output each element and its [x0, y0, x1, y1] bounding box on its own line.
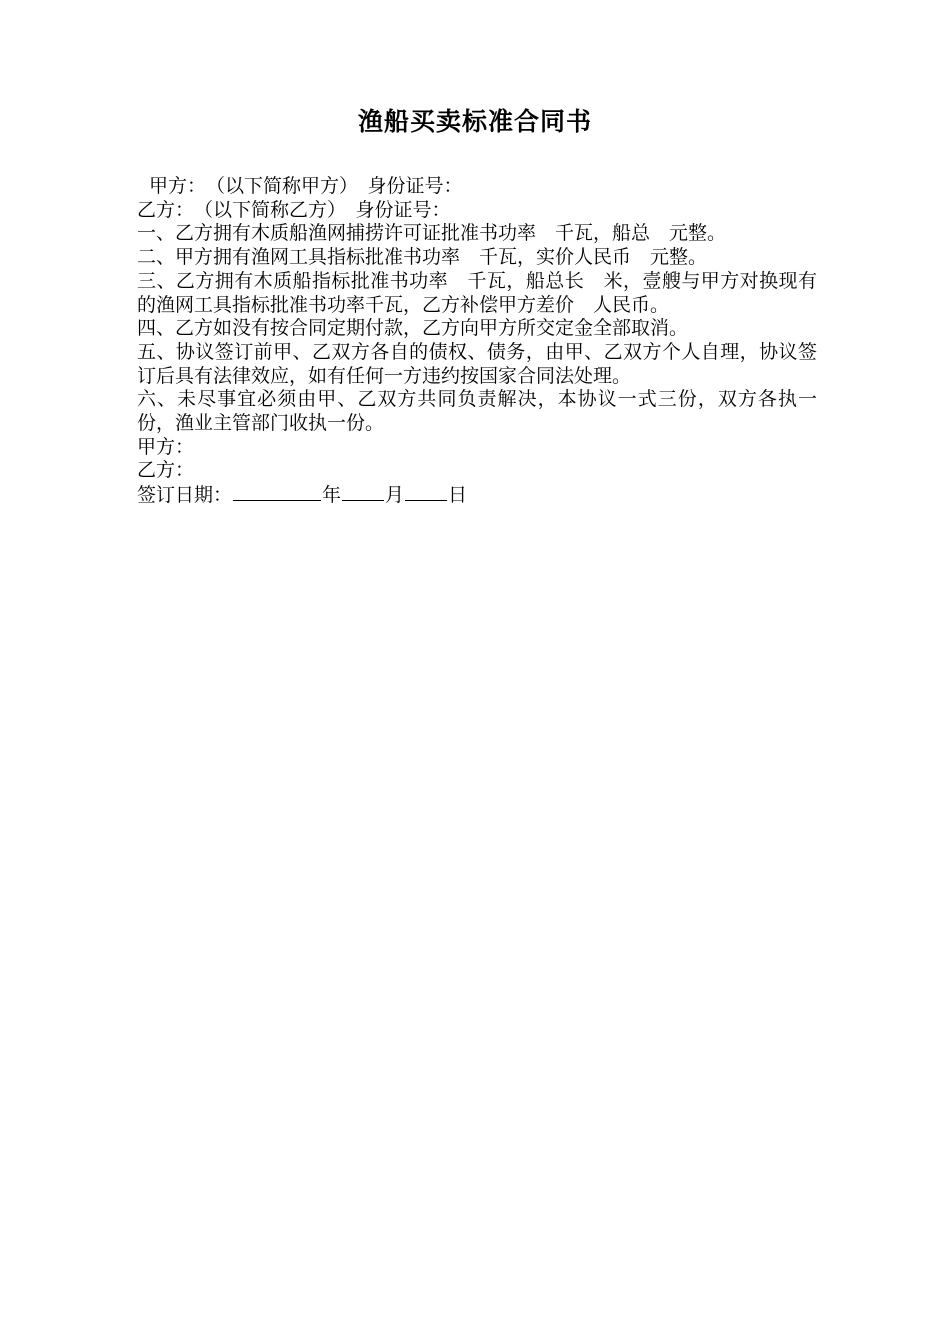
signing-date-label: 签订日期： [137, 484, 233, 507]
clause-6: 六、未尽事宜必须由甲、乙双方共同负责解决，本协议一式三份，双方各执一份，渔业主管部门收执一份。 [137, 388, 817, 435]
document-title: 渔船买卖标准合同书 [357, 107, 592, 136]
document-body [137, 175, 817, 508]
month-label: 月 [385, 484, 405, 507]
clause-4: 四、乙方如没有按合同定期付款，乙方向甲方所交定金全部取消。 [137, 317, 689, 340]
signing-date-line [137, 483, 817, 508]
day-blank [405, 483, 447, 501]
party-a-line: 甲方： （以下简称甲方） 身份证号： [149, 175, 463, 197]
clause-3: 三、乙方拥有木质船指标批准书功率 千瓦，船总长 米，壹艘与甲方对换现有的渔网工具指标批准书功率千瓦，乙方补偿甲方差价 人民币。 [137, 269, 817, 316]
clause-1: 一、乙方拥有木质船渔网捕捞许可证批准书功率 千瓦，船总 元整。 [137, 222, 727, 245]
year-blank [233, 483, 321, 501]
clause-2: 二、甲方拥有渔网工具指标批准书功率 千瓦，实价人民币 元整。 [137, 246, 708, 269]
party-b-line: 乙方： （以下简称乙方） 身份证号： [137, 198, 451, 221]
year-label: 年 [322, 484, 342, 507]
month-blank [342, 483, 384, 501]
day-label: 日 [448, 484, 468, 507]
signature-party-a: 甲方： [137, 435, 195, 458]
clause-5: 五、协议签订前甲、乙双方各自的债权、债务，由甲、乙双方个人自理，协议签订后具有法律效应，如有任何一方违约按国家合同法处理。 [137, 340, 817, 387]
signature-party-b: 乙方： [137, 459, 195, 482]
